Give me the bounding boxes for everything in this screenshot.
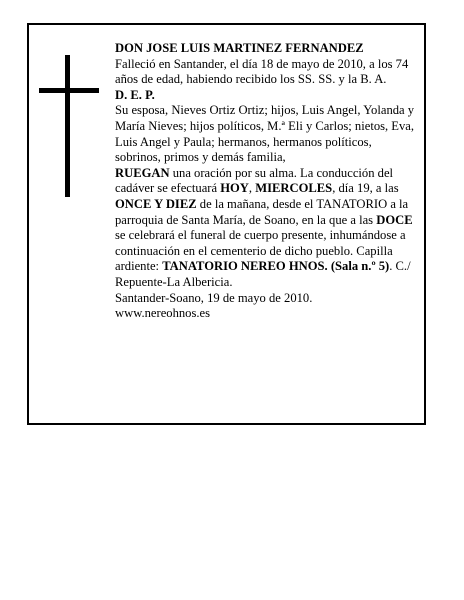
cross-icon — [39, 55, 99, 197]
ceremony-text-1: una oración por su alma. La conducción del cadáver se efectuará — [115, 165, 394, 196]
miercoles-label: MIERCOLES — [255, 181, 333, 196]
website-link: www.nereohnos.es — [115, 306, 211, 321]
capilla-location: TANATORIO NEREO HNOS. (Sala n.º 5) — [162, 259, 390, 274]
hoy-label: HOY — [220, 181, 249, 196]
doce-label: DOCE — [376, 212, 413, 227]
ceremony-text-4: se celebrará el funeral de cuerpo presente, inhumándose a continuación en el cementerio de dicho pueblo. Capilla ardiente: — [115, 228, 406, 274]
ceremony-paragraph — [115, 166, 419, 291]
cross-vertical-bar — [65, 55, 70, 197]
once-y-diez-label: ONCE Y DIEZ — [115, 196, 197, 211]
deceased-name: DON JOSE LUIS MARTINEZ FERNANDEZ — [115, 41, 364, 55]
family-list: Su esposa, Nieves Ortiz Ortiz; hijos, Luis Angel, Yolanda y María Nieves; hijos políticos, M.ª Eli y Carlos; nietos, Eva, Luis Angel y Paula; hermanos, hermanos políticos, sobrinos, primos y demás familia, — [115, 103, 415, 165]
ceremony-comma: , — [248, 181, 256, 196]
ceremony-text-3: de la mañana, desde el TANATORIO a la parroquia de Santa María, de Soano, en la que a las — [115, 196, 409, 227]
ceremony-text-2: , día 19, a las — [332, 181, 399, 196]
notice-text — [115, 41, 419, 322]
place-date: Santander-Soano, 19 de mayo de 2010. — [115, 290, 313, 305]
dep-label: D. E. P. — [115, 87, 155, 102]
obituary-notice — [27, 23, 426, 425]
cross-horizontal-bar — [39, 88, 99, 93]
death-info: Falleció en Santander, el día 18 de mayo de 2010, a los 74 años de edad, habiendo recibido los SS. SS. y la B. A. — [115, 56, 409, 87]
ceremony-text-5: . C./ Repuente-La Albericia. — [115, 259, 411, 289]
ruegan-label: RUEGAN — [115, 165, 170, 180]
